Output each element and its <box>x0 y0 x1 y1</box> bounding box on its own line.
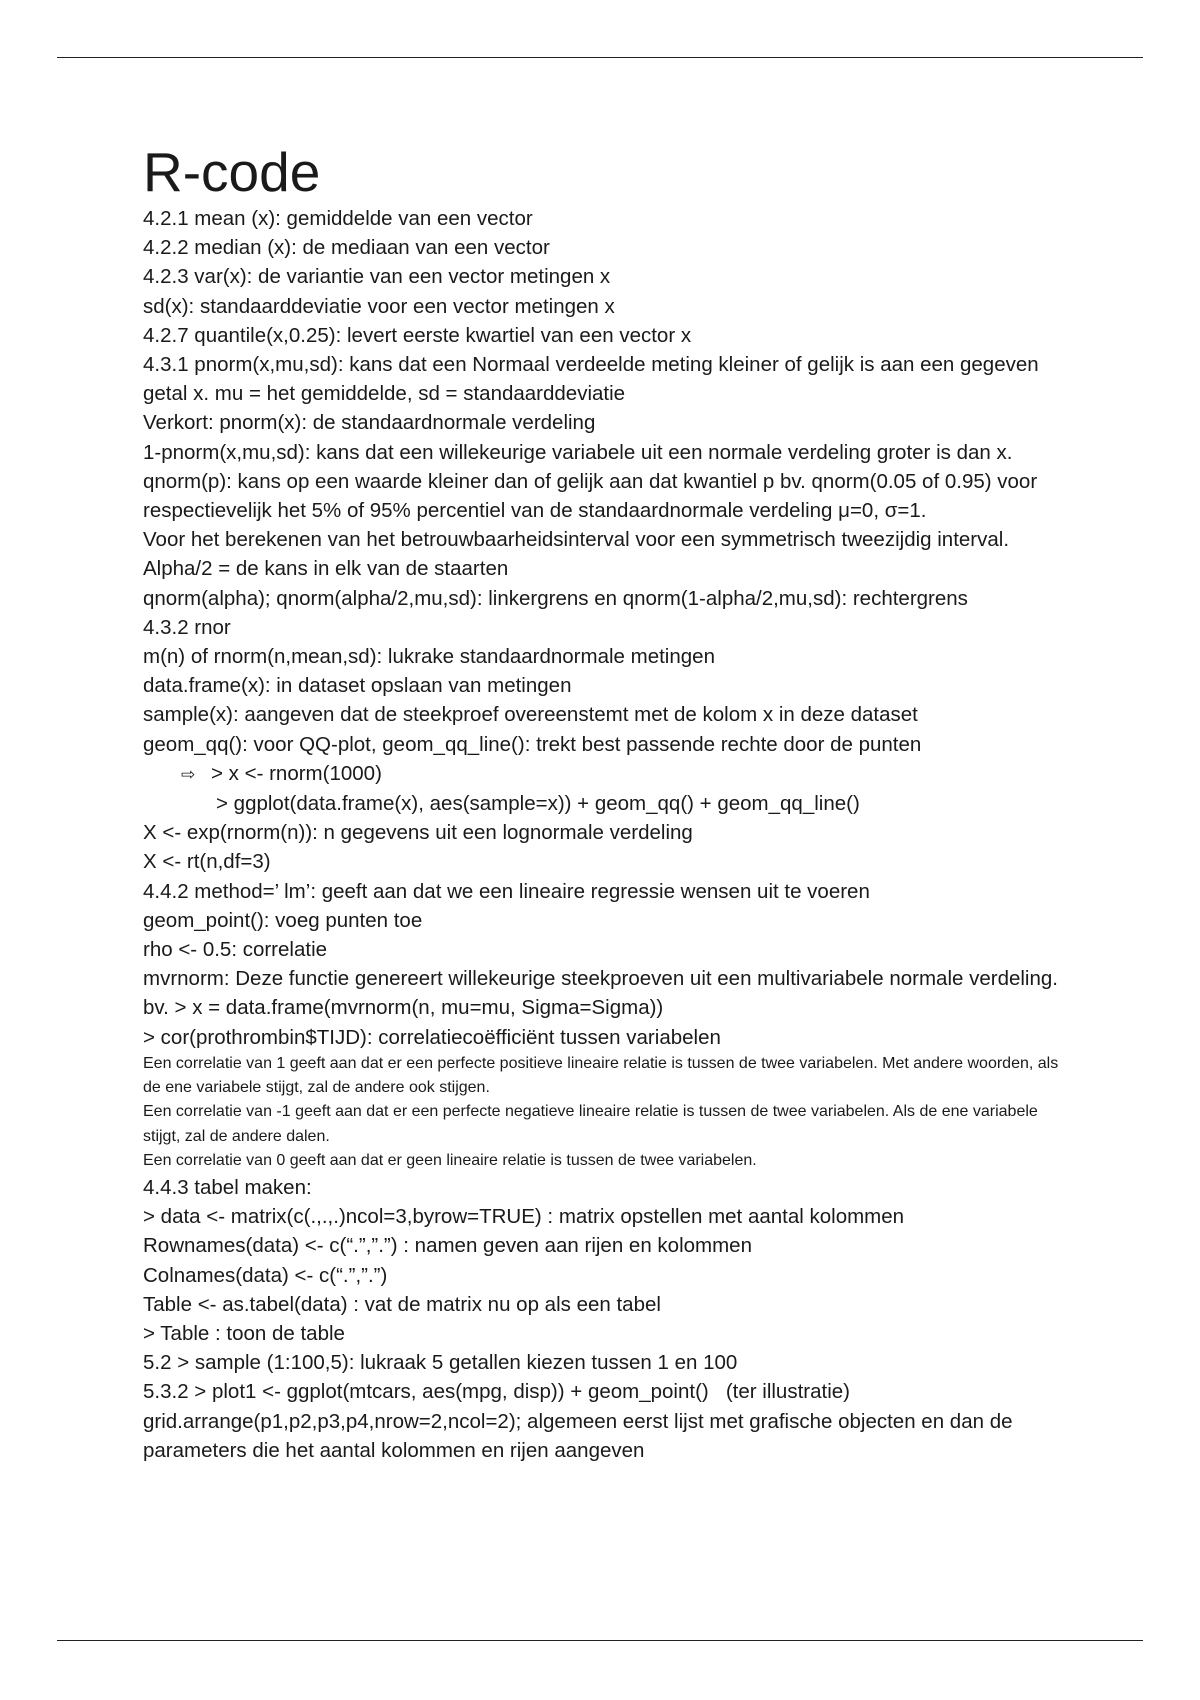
text-line: data.frame(x): in dataset opslaan van metingen <box>143 674 572 698</box>
text-line: > data <- matrix(c(.,.,.)ncol=3,byrow=TRUE) : matrix opstellen met aantal kolommen <box>143 1205 905 1229</box>
code-snippet-line: > ggplot(data.frame(x), aes(sample=x)) + geom_qq() + geom_qq_line() <box>216 792 860 816</box>
text-line: Colnames(data) <- c(“.”,”.”) <box>143 1263 388 1287</box>
text-line: geom_qq(): voor QQ-plot, geom_qq_line(): trekt best passende rechte door de punten <box>143 732 922 756</box>
text-line: 4.2.1 mean (x): gemiddelde van een vector <box>143 207 533 230</box>
text-line: 4.2.3 var(x): de variantie van een vector metingen x <box>143 265 611 289</box>
text-line: 5.3.2 > plot1 <- ggplot(mtcars, aes(mpg, disp)) + geom_point() (ter illustratie) <box>143 1380 850 1404</box>
note-line: Een correlatie van 1 geeft aan dat er een perfecte positieve lineaire relatie is tussen de twee variabelen. Met andere woorden, als de ene variabele stijgt, zal de andere ook stijgen. <box>143 1054 1059 1097</box>
text-line: sample(x): aangeven dat de steekproef overeenstemt met de kolom x in deze dataset <box>143 703 918 727</box>
text-line: 4.2.2 median (x): de mediaan van een vector <box>143 236 550 260</box>
code-snippet: > x <- rnorm(1000) <box>211 761 382 785</box>
text-line: 1-pnorm(x,mu,sd): kans dat een willekeurige variabele uit een normale verdeling groter is dan x. <box>143 440 1013 464</box>
text-line: grid.arrange(p1,p2,p3,p4,nrow=2,ncol=2); algemeen eerst lijst met grafische objecten en dan de parameters die het aantal kolommen en rijen aangeven <box>143 1409 1019 1462</box>
text-line: m(n) of rnorm(n,mean,sd): lukrake standaardnormale metingen <box>143 645 715 669</box>
text-line: 4.2.7 quantile(x,0.25): levert eerste kwartiel van een vector x <box>143 323 692 347</box>
text-line: qnorm(p): kans op een waarde kleiner dan of gelijk aan dat kwantiel p bv. qnorm(0.05 of 0.95) voor respectievelijk het 5% of 95% percentiel van de standaardnormale verdeling μ=0, σ=1. <box>143 469 1043 523</box>
text-line: qnorm(alpha); qnorm(alpha/2,mu,sd): linkergrens en qnorm(1-alpha/2,mu,sd): rechtergrens <box>143 586 968 610</box>
text-line: > Table : toon de table <box>143 1321 345 1345</box>
text-line: 5.2 > sample (1:100,5): lukraak 5 getallen kiezen tussen 1 en 100 <box>143 1351 738 1375</box>
text-line: Rownames(data) <- c(“.”,”.”) : namen geven aan rijen en kolommen <box>143 1234 752 1258</box>
text-line: mvrnorm: Deze functie genereert willekeurige steekproeven uit een multivariabele normale verdeling. bv. > x = data.frame(mvrnorm(n, mu=mu, Sigma=Sigma)) <box>143 967 1064 1020</box>
footer-rule <box>57 1640 1143 1641</box>
document-body <box>143 140 1073 1465</box>
text-line: 4.4.3 tabel maken: <box>143 1175 312 1199</box>
text-line: 4.4.2 method=’ lm’: geeft aan dat we een lineaire regressie wensen uit te voeren <box>143 879 870 903</box>
note-line: Een correlatie van -1 geeft aan dat er een perfecte negatieve lineaire relatie is tussen de twee variabelen. Als de ene variabele stijgt, zal de andere dalen. <box>143 1103 1038 1145</box>
text-line: sd(x): standaarddeviatie voor een vector metingen x <box>143 294 615 318</box>
text-line: 4.3.2 rnor <box>143 615 231 639</box>
text-line: Verkort: pnorm(x): de standaardnormale verdeling <box>143 411 596 435</box>
text-line: X <- rt(n,df=3) <box>143 850 271 874</box>
text-line: Table <- as.tabel(data) : vat de matrix nu op als een tabel <box>143 1292 661 1316</box>
text-line: > cor(prothrombin$TIJD): correlatiecoëfficiënt tussen variabelen <box>143 1025 721 1049</box>
text-line: 4.3.1 pnorm(x,mu,sd): kans dat een Normaal verdeelde meting kleiner of gelijk is aan een gegeven getal x. mu = het gemiddelde, sd = standaarddeviatie <box>143 353 1045 406</box>
text-line: X <- exp(rnorm(n)): n gegevens uit een lognormale verdeling <box>143 821 693 845</box>
arrow-right-icon: ⇨ <box>181 764 196 784</box>
page-title: R-code <box>143 141 321 203</box>
code-bullet-line <box>143 759 1073 789</box>
note-line: Een correlatie van 0 geeft aan dat er geen lineaire relatie is tussen de twee variabelen. <box>143 1151 757 1169</box>
text-line: rho <- 0.5: correlatie <box>143 938 328 962</box>
text-line: geom_point(): voeg punten toe <box>143 908 423 932</box>
text-line: Voor het berekenen van het betrouwbaarheidsinterval voor een symmetrisch tweezijdig interval. Alpha/2 = de kans in elk van de staarten <box>143 528 1014 581</box>
header-rule <box>57 57 1143 58</box>
